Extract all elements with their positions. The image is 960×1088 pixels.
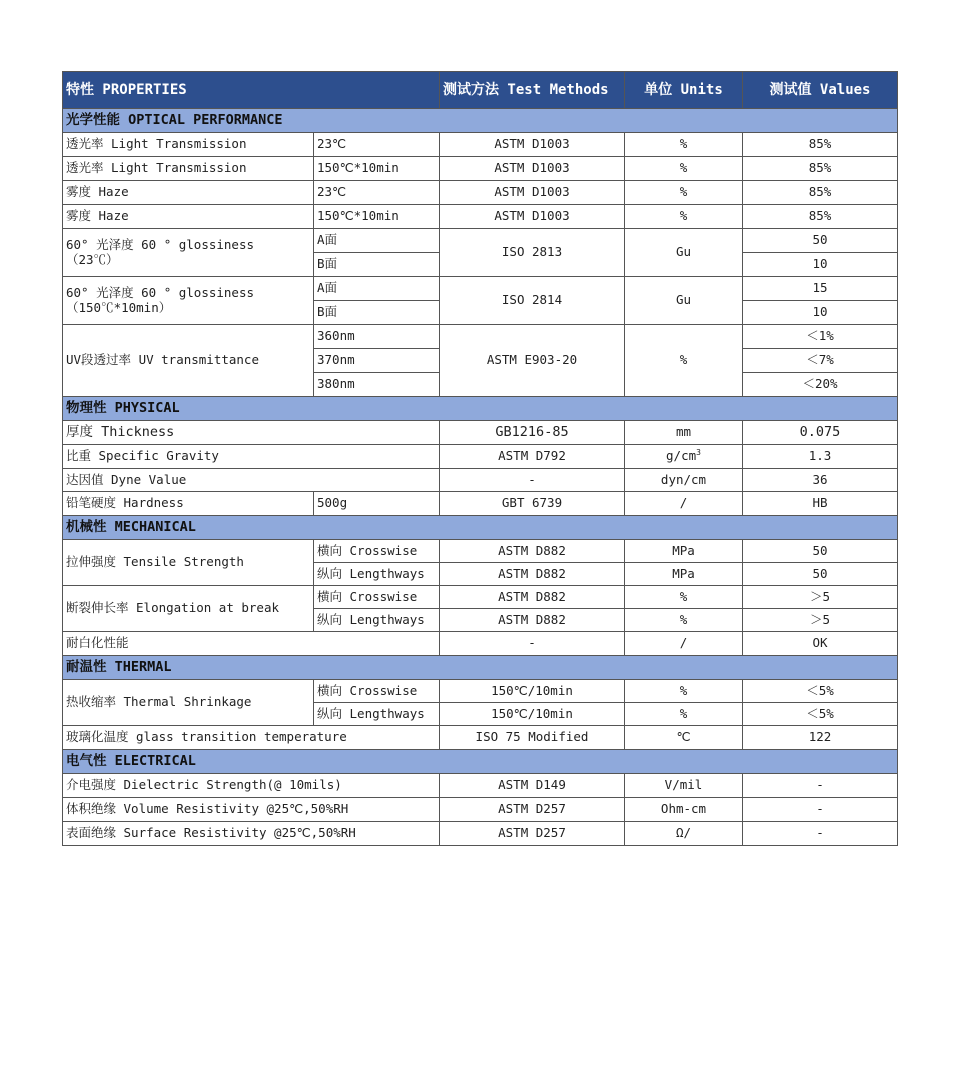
unit-cell: MPa <box>625 563 743 586</box>
condition-cell: 横向 Crosswise <box>314 540 440 563</box>
method-cell: ISO 2814 <box>440 277 625 325</box>
property-cell <box>63 277 314 325</box>
table-row <box>63 492 898 516</box>
section-title: 物理性 PHYSICAL <box>63 397 898 421</box>
unit-cell: Gu <box>625 229 743 277</box>
value-cell: ＜5% <box>743 703 898 726</box>
value-cell: 122 <box>743 726 898 750</box>
value-cell: 1.3 <box>743 445 898 469</box>
method-cell: ASTM D882 <box>440 563 625 586</box>
unit-cell: Gu <box>625 277 743 325</box>
method-cell: ASTM D882 <box>440 609 625 632</box>
table-row <box>63 726 898 750</box>
method-cell: ISO 2813 <box>440 229 625 277</box>
unit-text: g/cm <box>666 448 697 464</box>
condition-cell: 纵向 Lengthways <box>314 703 440 726</box>
condition-cell: 360nm <box>314 325 440 349</box>
table-row <box>63 133 898 157</box>
property-cell: 达因值 Dyne Value <box>63 469 440 492</box>
unit-cell: / <box>625 632 743 656</box>
method-cell: ISO 75 Modified <box>440 726 625 750</box>
unit-cell: Ω/ <box>625 822 743 846</box>
unit-cell: % <box>625 609 743 632</box>
unit-cell: ℃ <box>625 726 743 750</box>
unit-cell: % <box>625 133 743 157</box>
method-cell: ASTM D1003 <box>440 133 625 157</box>
value-cell: ＜5% <box>743 680 898 703</box>
condition-cell: 横向 Crosswise <box>314 586 440 609</box>
table-row <box>63 181 898 205</box>
method-cell: ASTM D257 <box>440 822 625 846</box>
table-row <box>63 586 898 609</box>
property-cell: 雾度 Haze <box>63 205 314 229</box>
condition-cell: B面 <box>314 301 440 325</box>
method-cell: ASTM D1003 <box>440 181 625 205</box>
value-cell: 85% <box>743 133 898 157</box>
method-cell: ASTM D1003 <box>440 157 625 181</box>
table-row <box>63 798 898 822</box>
value-cell: - <box>743 774 898 798</box>
property-cell: 透光率 Light Transmission <box>63 157 314 181</box>
unit-superscript: 3 <box>696 448 701 458</box>
value-cell: 10 <box>743 301 898 325</box>
header-test-methods: 测试方法 Test Methods <box>440 72 625 109</box>
table-row <box>63 421 898 445</box>
table-row <box>63 822 898 846</box>
method-cell: ASTM D149 <box>440 774 625 798</box>
property-cell: 铅笔硬度 Hardness <box>63 492 314 516</box>
condition-cell: A面 <box>314 229 440 253</box>
header-values: 测试值 Values <box>743 72 898 109</box>
value-cell: 50 <box>743 540 898 563</box>
table-row <box>63 325 898 349</box>
properties-table <box>62 71 898 846</box>
property-line: （23℃） <box>66 252 119 267</box>
section-mechanical <box>63 516 898 540</box>
header-units: 单位 Units <box>625 72 743 109</box>
table-row <box>63 277 898 301</box>
condition-cell: A面 <box>314 277 440 301</box>
method-cell: ASTM D1003 <box>440 205 625 229</box>
value-cell: 36 <box>743 469 898 492</box>
table-row <box>63 205 898 229</box>
section-title: 耐温性 THERMAL <box>63 656 898 680</box>
property-cell: 断裂伸长率 Elongation at break <box>63 586 314 632</box>
condition-cell: 横向 Crosswise <box>314 680 440 703</box>
value-cell: ＞5 <box>743 609 898 632</box>
property-line: （150℃*10min） <box>66 300 172 315</box>
unit-cell: % <box>625 586 743 609</box>
condition-cell: 150℃*10min <box>314 205 440 229</box>
method-cell: ASTM D257 <box>440 798 625 822</box>
value-cell: 85% <box>743 181 898 205</box>
unit-cell: % <box>625 325 743 397</box>
value-cell: 50 <box>743 563 898 586</box>
unit-cell: / <box>625 492 743 516</box>
property-cell: 拉伸强度 Tensile Strength <box>63 540 314 586</box>
condition-cell: 纵向 Lengthways <box>314 563 440 586</box>
unit-cell: V/mil <box>625 774 743 798</box>
section-title: 电气性 ELECTRICAL <box>63 750 898 774</box>
table-row <box>63 632 898 656</box>
unit-cell: % <box>625 680 743 703</box>
unit-cell: MPa <box>625 540 743 563</box>
property-cell: 耐白化性能 <box>63 632 440 656</box>
property-cell: 厚度 Thickness <box>63 421 440 445</box>
value-cell: OK <box>743 632 898 656</box>
value-cell: ＜1% <box>743 325 898 349</box>
method-cell: 150℃/10min <box>440 680 625 703</box>
condition-cell: 380nm <box>314 373 440 397</box>
method-cell: GBT 6739 <box>440 492 625 516</box>
value-cell: 85% <box>743 157 898 181</box>
unit-cell <box>625 445 743 469</box>
table-header-row <box>63 72 898 109</box>
section-optical <box>63 109 898 133</box>
condition-cell: 纵向 Lengthways <box>314 609 440 632</box>
property-cell: 透光率 Light Transmission <box>63 133 314 157</box>
method-cell: 150℃/10min <box>440 703 625 726</box>
table-row <box>63 774 898 798</box>
property-cell: UV段透过率 UV transmittance <box>63 325 314 397</box>
property-cell: 雾度 Haze <box>63 181 314 205</box>
method-cell: - <box>440 632 625 656</box>
section-title: 光学性能 OPTICAL PERFORMANCE <box>63 109 898 133</box>
value-cell: - <box>743 798 898 822</box>
value-cell: 15 <box>743 277 898 301</box>
unit-cell: % <box>625 181 743 205</box>
method-cell: - <box>440 469 625 492</box>
value-cell: 10 <box>743 253 898 277</box>
condition-cell: 150℃*10min <box>314 157 440 181</box>
method-cell: GB1216-85 <box>440 421 625 445</box>
property-cell: 表面绝缘 Surface Resistivity @25℃,50%RH <box>63 822 440 846</box>
value-cell: HB <box>743 492 898 516</box>
section-title: 机械性 MECHANICAL <box>63 516 898 540</box>
value-cell: 50 <box>743 229 898 253</box>
property-cell: 体积绝缘 Volume Resistivity @25℃,50%RH <box>63 798 440 822</box>
value-cell: ＞5 <box>743 586 898 609</box>
condition-cell: B面 <box>314 253 440 277</box>
method-cell: ASTM D882 <box>440 540 625 563</box>
property-cell: 比重 Specific Gravity <box>63 445 440 469</box>
property-cell <box>63 229 314 277</box>
unit-cell: dyn/cm <box>625 469 743 492</box>
unit-cell: % <box>625 703 743 726</box>
value-cell: - <box>743 822 898 846</box>
method-cell: ASTM D882 <box>440 586 625 609</box>
table-row <box>63 157 898 181</box>
unit-cell: mm <box>625 421 743 445</box>
value-cell: ＜7% <box>743 349 898 373</box>
condition-cell: 23℃ <box>314 181 440 205</box>
method-cell: ASTM E903-20 <box>440 325 625 397</box>
table-row <box>63 680 898 703</box>
unit-cell: Ohm-cm <box>625 798 743 822</box>
header-properties: 特性 PROPERTIES <box>63 72 440 109</box>
value-cell: 0.075 <box>743 421 898 445</box>
table-row <box>63 445 898 469</box>
condition-cell: 500g <box>314 492 440 516</box>
property-line: 60° 光泽度 60 ° glossiness <box>66 236 255 252</box>
value-cell: 85% <box>743 205 898 229</box>
table-row <box>63 540 898 563</box>
section-physical <box>63 397 898 421</box>
property-cell: 介电强度 Dielectric Strength(@ 10mils) <box>63 774 440 798</box>
section-thermal <box>63 656 898 680</box>
unit-cell: % <box>625 205 743 229</box>
property-cell: 热收缩率 Thermal Shrinkage <box>63 680 314 726</box>
section-electrical <box>63 750 898 774</box>
condition-cell: 370nm <box>314 349 440 373</box>
method-cell: ASTM D792 <box>440 445 625 469</box>
table-row <box>63 229 898 253</box>
property-cell: 玻璃化温度 glass transition temperature <box>63 726 440 750</box>
property-line: 60° 光泽度 60 ° glossiness <box>66 284 255 300</box>
value-cell: ＜20% <box>743 373 898 397</box>
table-row <box>63 469 898 492</box>
condition-cell: 23℃ <box>314 133 440 157</box>
unit-cell: % <box>625 157 743 181</box>
